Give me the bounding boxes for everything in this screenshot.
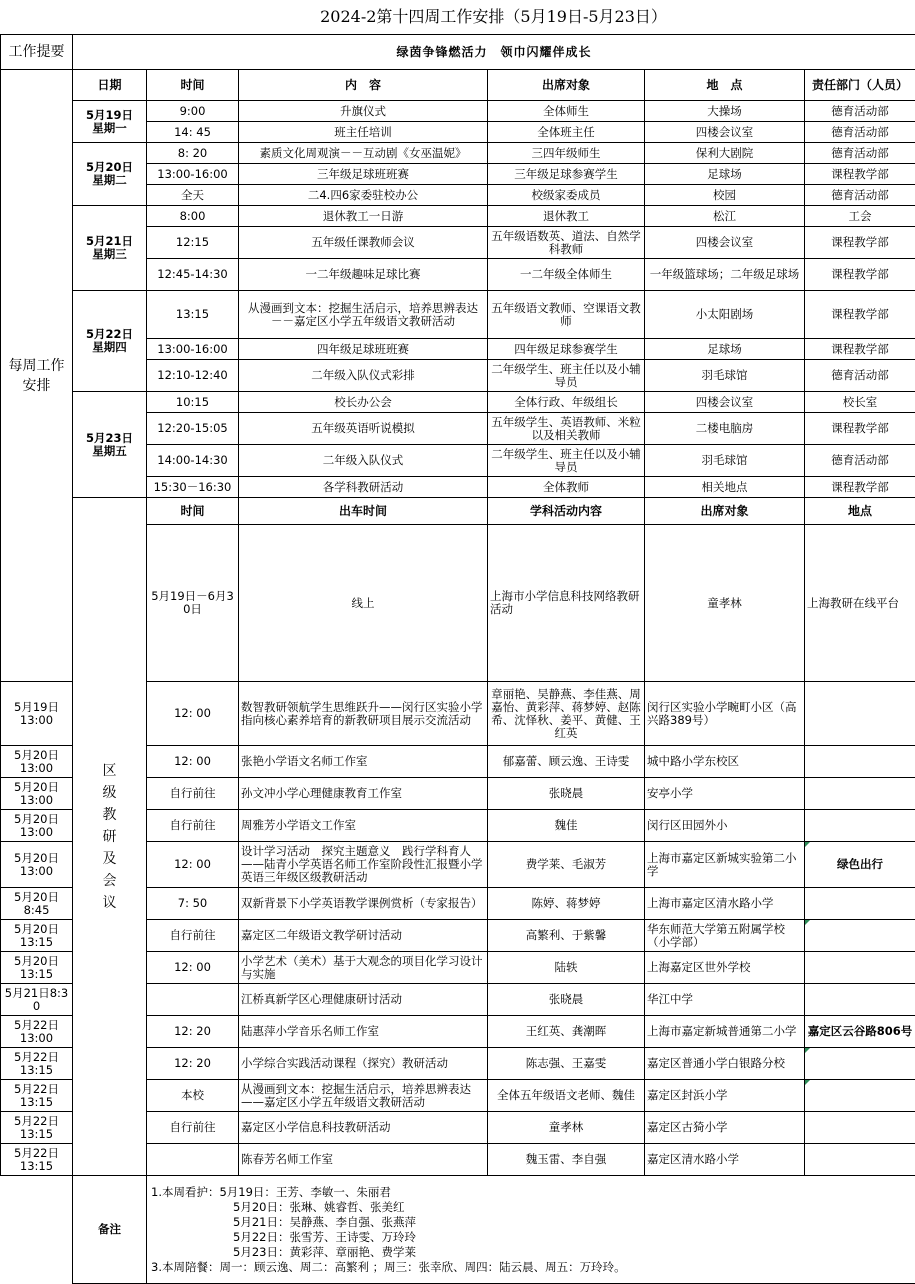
district-header-attendees: 出席对象 xyxy=(645,498,805,525)
district-depart: 线上 xyxy=(239,525,488,682)
note-line: 5月20日：张琳、姚睿哲、张美红 xyxy=(151,1200,911,1215)
district-section-label xyxy=(73,498,147,1176)
district-label-text: 区级教研及会议 xyxy=(102,760,118,914)
district-time: 5月22日 13:15 xyxy=(1,1144,73,1176)
weekly-time: 12:45-14:30 xyxy=(147,259,239,291)
day-date: 5月19日 xyxy=(86,108,133,122)
district-place: 嘉定区封浜小学 xyxy=(645,1080,805,1112)
weekly-place: 松江 xyxy=(645,206,805,227)
note-line: 5月21日：吴静燕、李自强、张燕萍 xyxy=(151,1215,911,1230)
district-attendees: 陆轶 xyxy=(488,952,645,984)
district-remark: 绿色出行 xyxy=(805,842,915,888)
summary-theme: 绿茵争锋燃活力 领巾闪耀伴成长 xyxy=(73,35,915,70)
district-attendees: 张晓晨 xyxy=(488,778,645,810)
district-place: 嘉定区普通小学白银路分校 xyxy=(645,1048,805,1080)
district-activity: 张艳小学语文名师工作室 xyxy=(239,746,488,778)
weekly-time: 12:20-15:05 xyxy=(147,413,239,445)
district-activity: 设计学习活动 探究主题意义 践行学科育人——陆青小学英语名师工作室阶段性汇报暨小学英语三年级区级教研活动 xyxy=(239,842,488,888)
district-place: 华江中学 xyxy=(645,984,805,1016)
district-place: 闵行区田园外小 xyxy=(645,810,805,842)
district-attendees: 魏佳 xyxy=(488,810,645,842)
weekly-dept: 德育活动部 xyxy=(805,122,915,143)
district-depart: 12: 00 xyxy=(147,952,239,984)
day-weekday: 星期二 xyxy=(92,173,127,187)
district-activity: 陆惠萍小学音乐名师工作室 xyxy=(239,1016,488,1048)
weekly-attendees: 二年级学生、班主任以及小辅导员 xyxy=(488,445,645,477)
weekly-time: 8: 20 xyxy=(147,143,239,164)
weekly-place: 二楼电脑房 xyxy=(645,413,805,445)
district-attendees: 费学莱、毛淑芳 xyxy=(488,842,645,888)
weekly-content: 四年级足球班班赛 xyxy=(239,339,488,360)
district-place: 嘉定区清水路小学 xyxy=(645,1144,805,1176)
district-time: 5月19日－6月30日 xyxy=(147,525,239,682)
district-remark xyxy=(805,984,915,1016)
district-place: 上海市嘉定区清水路小学 xyxy=(645,888,805,920)
weekly-content: 校长办公会 xyxy=(239,392,488,413)
day-weekday: 星期三 xyxy=(92,247,127,261)
district-depart: 12: 20 xyxy=(147,1048,239,1080)
district-time: 5月22日 13:15 xyxy=(1,1080,73,1112)
district-remark xyxy=(805,952,915,984)
weekly-attendees: 全体班主任 xyxy=(488,122,645,143)
district-attendees: 陈志强、王嘉雯 xyxy=(488,1048,645,1080)
weekly-header-dept: 责任部门（人员） xyxy=(805,70,915,101)
weekly-dept: 德育活动部 xyxy=(805,185,915,206)
day-cell xyxy=(73,101,147,143)
day-date: 5月20日 xyxy=(86,160,133,174)
district-time: 5月20日 13:00 xyxy=(1,746,73,778)
weekly-time: 15:30－16:30 xyxy=(147,477,239,498)
district-activity: 嘉定区二年级语文教学研讨活动 xyxy=(239,920,488,952)
weekly-content: 五年级任课教师会议 xyxy=(239,227,488,259)
district-depart: 12: 00 xyxy=(147,746,239,778)
weekly-header-date: 日期 xyxy=(73,70,147,101)
weekly-place: 大操场 xyxy=(645,101,805,122)
weekly-attendees: 五年级学生、英语教师、米粒以及相关教师 xyxy=(488,413,645,445)
district-time: 5月22日 13:15 xyxy=(1,1048,73,1080)
weekly-content: 班主任培训 xyxy=(239,122,488,143)
note-line: 5月23日：黄彩萍、章丽艳、费学莱 xyxy=(151,1245,911,1260)
weekly-time: 13:15 xyxy=(147,291,239,339)
weekly-time: 13:00-16:00 xyxy=(147,339,239,360)
district-activity: 孙文冲小学心理健康教育工作室 xyxy=(239,778,488,810)
district-attendees: 童孝林 xyxy=(488,1112,645,1144)
district-remark xyxy=(805,1112,915,1144)
weekly-time: 全天 xyxy=(147,185,239,206)
district-attendees: 童孝林 xyxy=(645,525,805,682)
district-place: 上海市嘉定新城普通第二小学 xyxy=(645,1016,805,1048)
district-remark xyxy=(805,810,915,842)
district-attendees: 高繁利、于紫馨 xyxy=(488,920,645,952)
weekly-attendees: 三四年级师生 xyxy=(488,143,645,164)
district-activity: 小学综合实践活动课程（探究）教研活动 xyxy=(239,1048,488,1080)
district-activity: 小学艺术（美术）基于大观念的项目化学习设计与实施 xyxy=(239,952,488,984)
district-attendees: 全体五年级语文老师、魏佳 xyxy=(488,1080,645,1112)
district-time: 5月20日 8:45 xyxy=(1,888,73,920)
notes-spacer xyxy=(1,1176,73,1284)
weekly-attendees: 全体师生 xyxy=(488,101,645,122)
weekly-dept: 课程教学部 xyxy=(805,413,915,445)
weekly-dept: 课程教学部 xyxy=(805,477,915,498)
district-depart xyxy=(147,984,239,1016)
weekly-dept: 课程教学部 xyxy=(805,339,915,360)
district-attendees: 魏玉雷、李自强 xyxy=(488,1144,645,1176)
district-remark xyxy=(805,778,915,810)
weekly-header-attendees: 出席对象 xyxy=(488,70,645,101)
district-depart: 自行前往 xyxy=(147,1112,239,1144)
weekly-content: 从漫画到文本：挖掘生活启示，培养思辨表达 －－嘉定区小学五年级语文教研活动 xyxy=(239,291,488,339)
district-activity: 陈春芳名师工作室 xyxy=(239,1144,488,1176)
district-time: 5月20日 13:00 xyxy=(1,842,73,888)
district-time: 5月20日 13:00 xyxy=(1,778,73,810)
weekly-attendees: 全体教师 xyxy=(488,477,645,498)
weekly-content: 一二年级趣味足球比赛 xyxy=(239,259,488,291)
weekly-dept: 德育活动部 xyxy=(805,360,915,392)
district-depart xyxy=(147,1144,239,1176)
weekly-place: 相关地点 xyxy=(645,477,805,498)
district-activity: 数智教研领航学生思维跃升——闵行区实验小学指向核心素养培育的新教研项目展示交流活动 xyxy=(239,682,488,746)
schedule-table xyxy=(0,34,915,1284)
note-line: 5月22日：张雪芳、王诗雯、万玲玲 xyxy=(151,1230,911,1245)
weekly-attendees: 二年级学生、班主任以及小辅导员 xyxy=(488,360,645,392)
weekly-attendees: 一二年级全体师生 xyxy=(488,259,645,291)
weekly-place: 羽毛球馆 xyxy=(645,445,805,477)
day-date: 5月21日 xyxy=(86,234,133,248)
day-weekday: 星期一 xyxy=(92,121,127,135)
district-depart: 12: 00 xyxy=(147,842,239,888)
weekly-content: 二年级入队仪式彩排 xyxy=(239,360,488,392)
district-remark xyxy=(805,1144,915,1176)
weekly-place: 羽毛球馆 xyxy=(645,360,805,392)
weekly-attendees: 五年级语文教师、空课语文教师 xyxy=(488,291,645,339)
notes-label: 备注 xyxy=(73,1176,147,1284)
district-header-place: 地点 xyxy=(805,498,915,525)
weekly-dept: 德育活动部 xyxy=(805,445,915,477)
district-time: 5月20日 13:00 xyxy=(1,810,73,842)
day-weekday: 星期四 xyxy=(92,340,127,354)
weekly-dept: 课程教学部 xyxy=(805,291,915,339)
summary-label: 工作提要 xyxy=(1,35,73,70)
day-date: 5月22日 xyxy=(86,327,133,341)
weekly-place: 保利大剧院 xyxy=(645,143,805,164)
note-line: 1.本周看护：5月19日：王芳、李敏一、朱丽君 xyxy=(151,1185,911,1200)
district-place: 华东师范大学第五附属学校（小学部） xyxy=(645,920,805,952)
district-header-depart: 出车时间 xyxy=(239,498,488,525)
district-remark xyxy=(805,1048,915,1080)
district-activity: 上海市小学信息科技网络教研活动 xyxy=(488,525,645,682)
weekly-dept: 校长室 xyxy=(805,392,915,413)
weekly-attendees: 三年级足球参赛学生 xyxy=(488,164,645,185)
day-cell xyxy=(73,143,147,206)
district-remark xyxy=(805,1080,915,1112)
weekly-dept: 课程教学部 xyxy=(805,227,915,259)
weekly-attendees: 五年级语数英、道法、自然学科教师 xyxy=(488,227,645,259)
district-time: 5月22日 13:15 xyxy=(1,1112,73,1144)
weekly-time: 10:15 xyxy=(147,392,239,413)
weekly-dept: 德育活动部 xyxy=(805,143,915,164)
day-cell xyxy=(73,291,147,392)
district-time: 5月19日 13:00 xyxy=(1,682,73,746)
district-place: 城中路小学东校区 xyxy=(645,746,805,778)
weekly-time: 14:00-14:30 xyxy=(147,445,239,477)
weekly-place: 小太阳剧场 xyxy=(645,291,805,339)
district-activity: 周雅芳小学语文工作室 xyxy=(239,810,488,842)
district-depart: 自行前往 xyxy=(147,920,239,952)
district-place: 闵行区实验小学畹町小区（高兴路389号） xyxy=(645,682,805,746)
weekly-content: 升旗仪式 xyxy=(239,101,488,122)
weekly-time: 9:00 xyxy=(147,101,239,122)
district-remark xyxy=(805,682,915,746)
district-attendees: 王红英、龚潮晖 xyxy=(488,1016,645,1048)
district-attendees: 郁嘉蕾、顾云逸、王诗雯 xyxy=(488,746,645,778)
weekly-place: 一年级篮球场；二年级足球场 xyxy=(645,259,805,291)
weekly-header-content: 内 容 xyxy=(239,70,488,101)
weekly-section-label: 每周工作安排 xyxy=(1,70,73,682)
district-attendees: 张晓晨 xyxy=(488,984,645,1016)
weekly-content: 各学科教研活动 xyxy=(239,477,488,498)
district-place: 上海嘉定区世外学校 xyxy=(645,952,805,984)
weekly-time: 14: 45 xyxy=(147,122,239,143)
weekly-content: 退休教工一日游 xyxy=(239,206,488,227)
district-time: 5月22日 13:00 xyxy=(1,1016,73,1048)
weekly-attendees: 校级家委成员 xyxy=(488,185,645,206)
weekly-content: 五年级英语听说模拟 xyxy=(239,413,488,445)
day-cell xyxy=(73,206,147,291)
district-attendees: 章丽艳、吴静燕、李佳燕、周嘉怡、黄彩萍、蒋梦婷、赵陈希、沈怿秋、姜平、黄健、王红英 xyxy=(488,682,645,746)
district-depart: 自行前往 xyxy=(147,778,239,810)
weekly-header-time: 时间 xyxy=(147,70,239,101)
weekly-attendees: 四年级足球参赛学生 xyxy=(488,339,645,360)
weekly-attendees: 全体行政、年级组长 xyxy=(488,392,645,413)
weekly-content: 二年级入队仪式 xyxy=(239,445,488,477)
district-activity: 江桥真新学区心理健康研讨活动 xyxy=(239,984,488,1016)
district-attendees: 陈婷、蒋梦婷 xyxy=(488,888,645,920)
day-date: 5月23日 xyxy=(86,431,133,445)
weekly-place: 足球场 xyxy=(645,339,805,360)
weekly-dept: 课程教学部 xyxy=(805,259,915,291)
district-time: 5月20日 13:15 xyxy=(1,920,73,952)
weekly-content: 素质文化周观演－－互动剧《女巫温妮》 xyxy=(239,143,488,164)
weekly-place: 四楼会议室 xyxy=(645,227,805,259)
district-depart: 12: 20 xyxy=(147,1016,239,1048)
weekly-header-place: 地 点 xyxy=(645,70,805,101)
district-activity: 嘉定区小学信息科技教研活动 xyxy=(239,1112,488,1144)
weekly-place: 四楼会议室 xyxy=(645,392,805,413)
weekly-dept: 德育活动部 xyxy=(805,101,915,122)
weekly-place: 足球场 xyxy=(645,164,805,185)
district-header-time: 时间 xyxy=(147,498,239,525)
district-time: 5月20日 13:15 xyxy=(1,952,73,984)
note-line: 3.本周陪餐：周一：顾云逸、周二：高繁利 ；周三：张幸欣、周四：陆云晨、周五：万玲玲。 xyxy=(151,1260,911,1275)
district-place: 上海教研在线平台 xyxy=(805,525,915,682)
district-activity: 从漫画到文本：挖掘生活启示，培养思辨表达——嘉定区小学五年级语文教研活动 xyxy=(239,1080,488,1112)
district-depart: 12: 00 xyxy=(147,682,239,746)
day-weekday: 星期五 xyxy=(92,444,127,458)
weekly-attendees: 退休教工 xyxy=(488,206,645,227)
district-depart: 本校 xyxy=(147,1080,239,1112)
district-place: 安亭小学 xyxy=(645,778,805,810)
weekly-place: 四楼会议室 xyxy=(645,122,805,143)
district-place: 嘉定区古猗小学 xyxy=(645,1112,805,1144)
district-remark xyxy=(805,920,915,952)
weekly-dept: 工会 xyxy=(805,206,915,227)
notes-content xyxy=(147,1176,915,1284)
weekly-content: 二4.四6家委驻校办公 xyxy=(239,185,488,206)
district-time: 5月21日8:30 xyxy=(1,984,73,1016)
weekly-content: 三年级足球班班赛 xyxy=(239,164,488,185)
district-place: 上海市嘉定区新城实验第二小学 xyxy=(645,842,805,888)
page-title: 2024-2第十四周工作安排（5月19日-5月23日） xyxy=(72,0,915,34)
weekly-dept: 课程教学部 xyxy=(805,164,915,185)
district-remark: 嘉定区云谷路806号 xyxy=(805,1016,915,1048)
district-remark xyxy=(805,746,915,778)
district-activity: 双新背景下小学英语教学课例赏析（专家报告） xyxy=(239,888,488,920)
weekly-time: 13:00-16:00 xyxy=(147,164,239,185)
day-cell xyxy=(73,392,147,498)
weekly-time: 12:10-12:40 xyxy=(147,360,239,392)
weekly-place: 校园 xyxy=(645,185,805,206)
district-header-activity: 学科活动内容 xyxy=(488,498,645,525)
weekly-time: 12:15 xyxy=(147,227,239,259)
district-depart: 7: 50 xyxy=(147,888,239,920)
district-depart: 自行前往 xyxy=(147,810,239,842)
district-remark xyxy=(805,888,915,920)
weekly-time: 8:00 xyxy=(147,206,239,227)
